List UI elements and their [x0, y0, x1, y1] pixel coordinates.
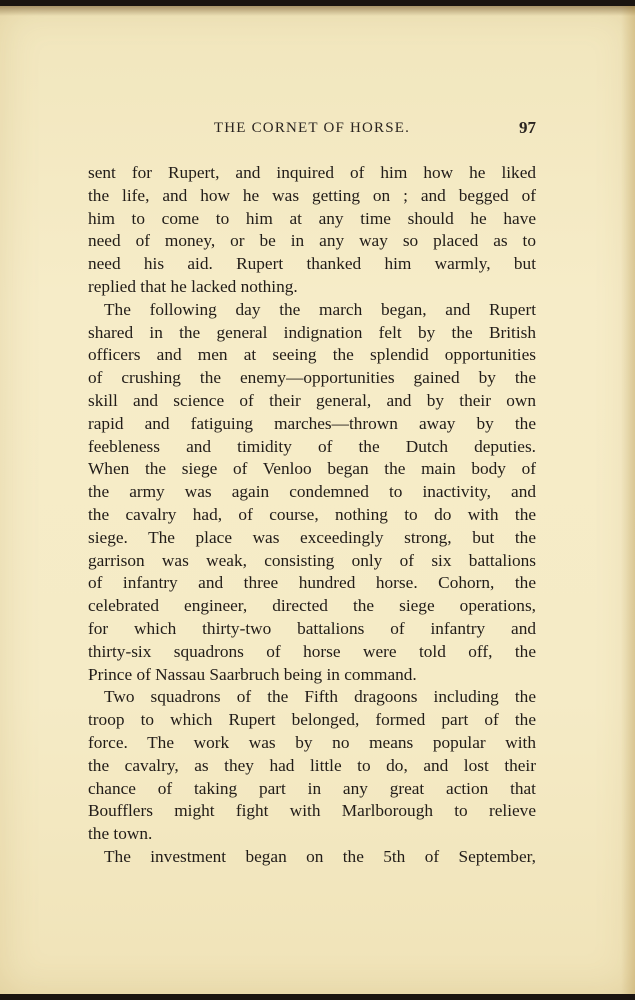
text-line: garrison was weak, consisting only of six battalions	[88, 550, 536, 570]
book-page	[0, 6, 635, 994]
text-line: the cavalry, as they had little to do, and lost their	[88, 755, 536, 775]
text-line: shared in the general indignation felt by the British	[88, 322, 536, 342]
text-line: of crushing the enemy—opportunities gained by the	[88, 368, 536, 388]
text-line: thirty-six squadrons of horse were told off, the	[88, 641, 536, 661]
text-line: Prince of Nassau Saarbruch being in command.	[88, 664, 417, 684]
text-line: feebleness and timidity of the Dutch deputies.	[88, 436, 536, 456]
running-title: THE CORNET OF HORSE.	[213, 120, 411, 136]
text-line: him to come to him at any time should he have	[88, 208, 536, 228]
text-line: The following day the march began, and Rupert	[104, 299, 536, 319]
text-line: siege. The place was exceedingly strong, but the	[88, 527, 536, 547]
text-line: celebrated engineer, directed the siege operations,	[88, 596, 536, 616]
text-line: Two squadrons of the Fifth dragoons including the	[104, 687, 536, 707]
text-line: force. The work was by no means popular with	[88, 732, 536, 752]
text-line: for which thirty-two battalions of infantry and	[88, 618, 536, 638]
text-line: need of money, or be in any way so placed as to	[88, 231, 536, 251]
running-head	[88, 118, 536, 140]
text-line: chance of taking part in any great action that	[88, 778, 536, 798]
text-line: troop to which Rupert belonged, formed part of the	[88, 710, 536, 730]
text-line: the town.	[88, 824, 153, 844]
text-line: the cavalry had, of course, nothing to do with the	[88, 504, 536, 524]
text-line: the life, and how he was getting on ; and begged of	[88, 185, 536, 205]
text-line: sent for Rupert, and inquired of him how he liked	[88, 163, 536, 182]
page-number: 97	[519, 118, 536, 137]
text-line: Boufflers might fight with Marlborough to relieve	[88, 801, 536, 821]
text-line: replied that he lacked nothing.	[88, 276, 298, 296]
body-text	[88, 162, 536, 869]
text-line: skill and science of their general, and by their own	[88, 390, 536, 410]
text-line: the army was again condemned to inactivity, and	[88, 482, 536, 502]
text-line: officers and men at seeing the splendid opportunities	[88, 345, 536, 365]
text-line: The investment began on the 5th of September,	[104, 846, 536, 866]
text-line: of infantry and three hundred horse. Cohorn, the	[88, 573, 536, 593]
text-line: rapid and fatiguing marches—thrown away by the	[88, 413, 536, 433]
text-line: need his aid. Rupert thanked him warmly, but	[88, 254, 536, 274]
text-line: When the siege of Venloo began the main body of	[88, 459, 536, 479]
